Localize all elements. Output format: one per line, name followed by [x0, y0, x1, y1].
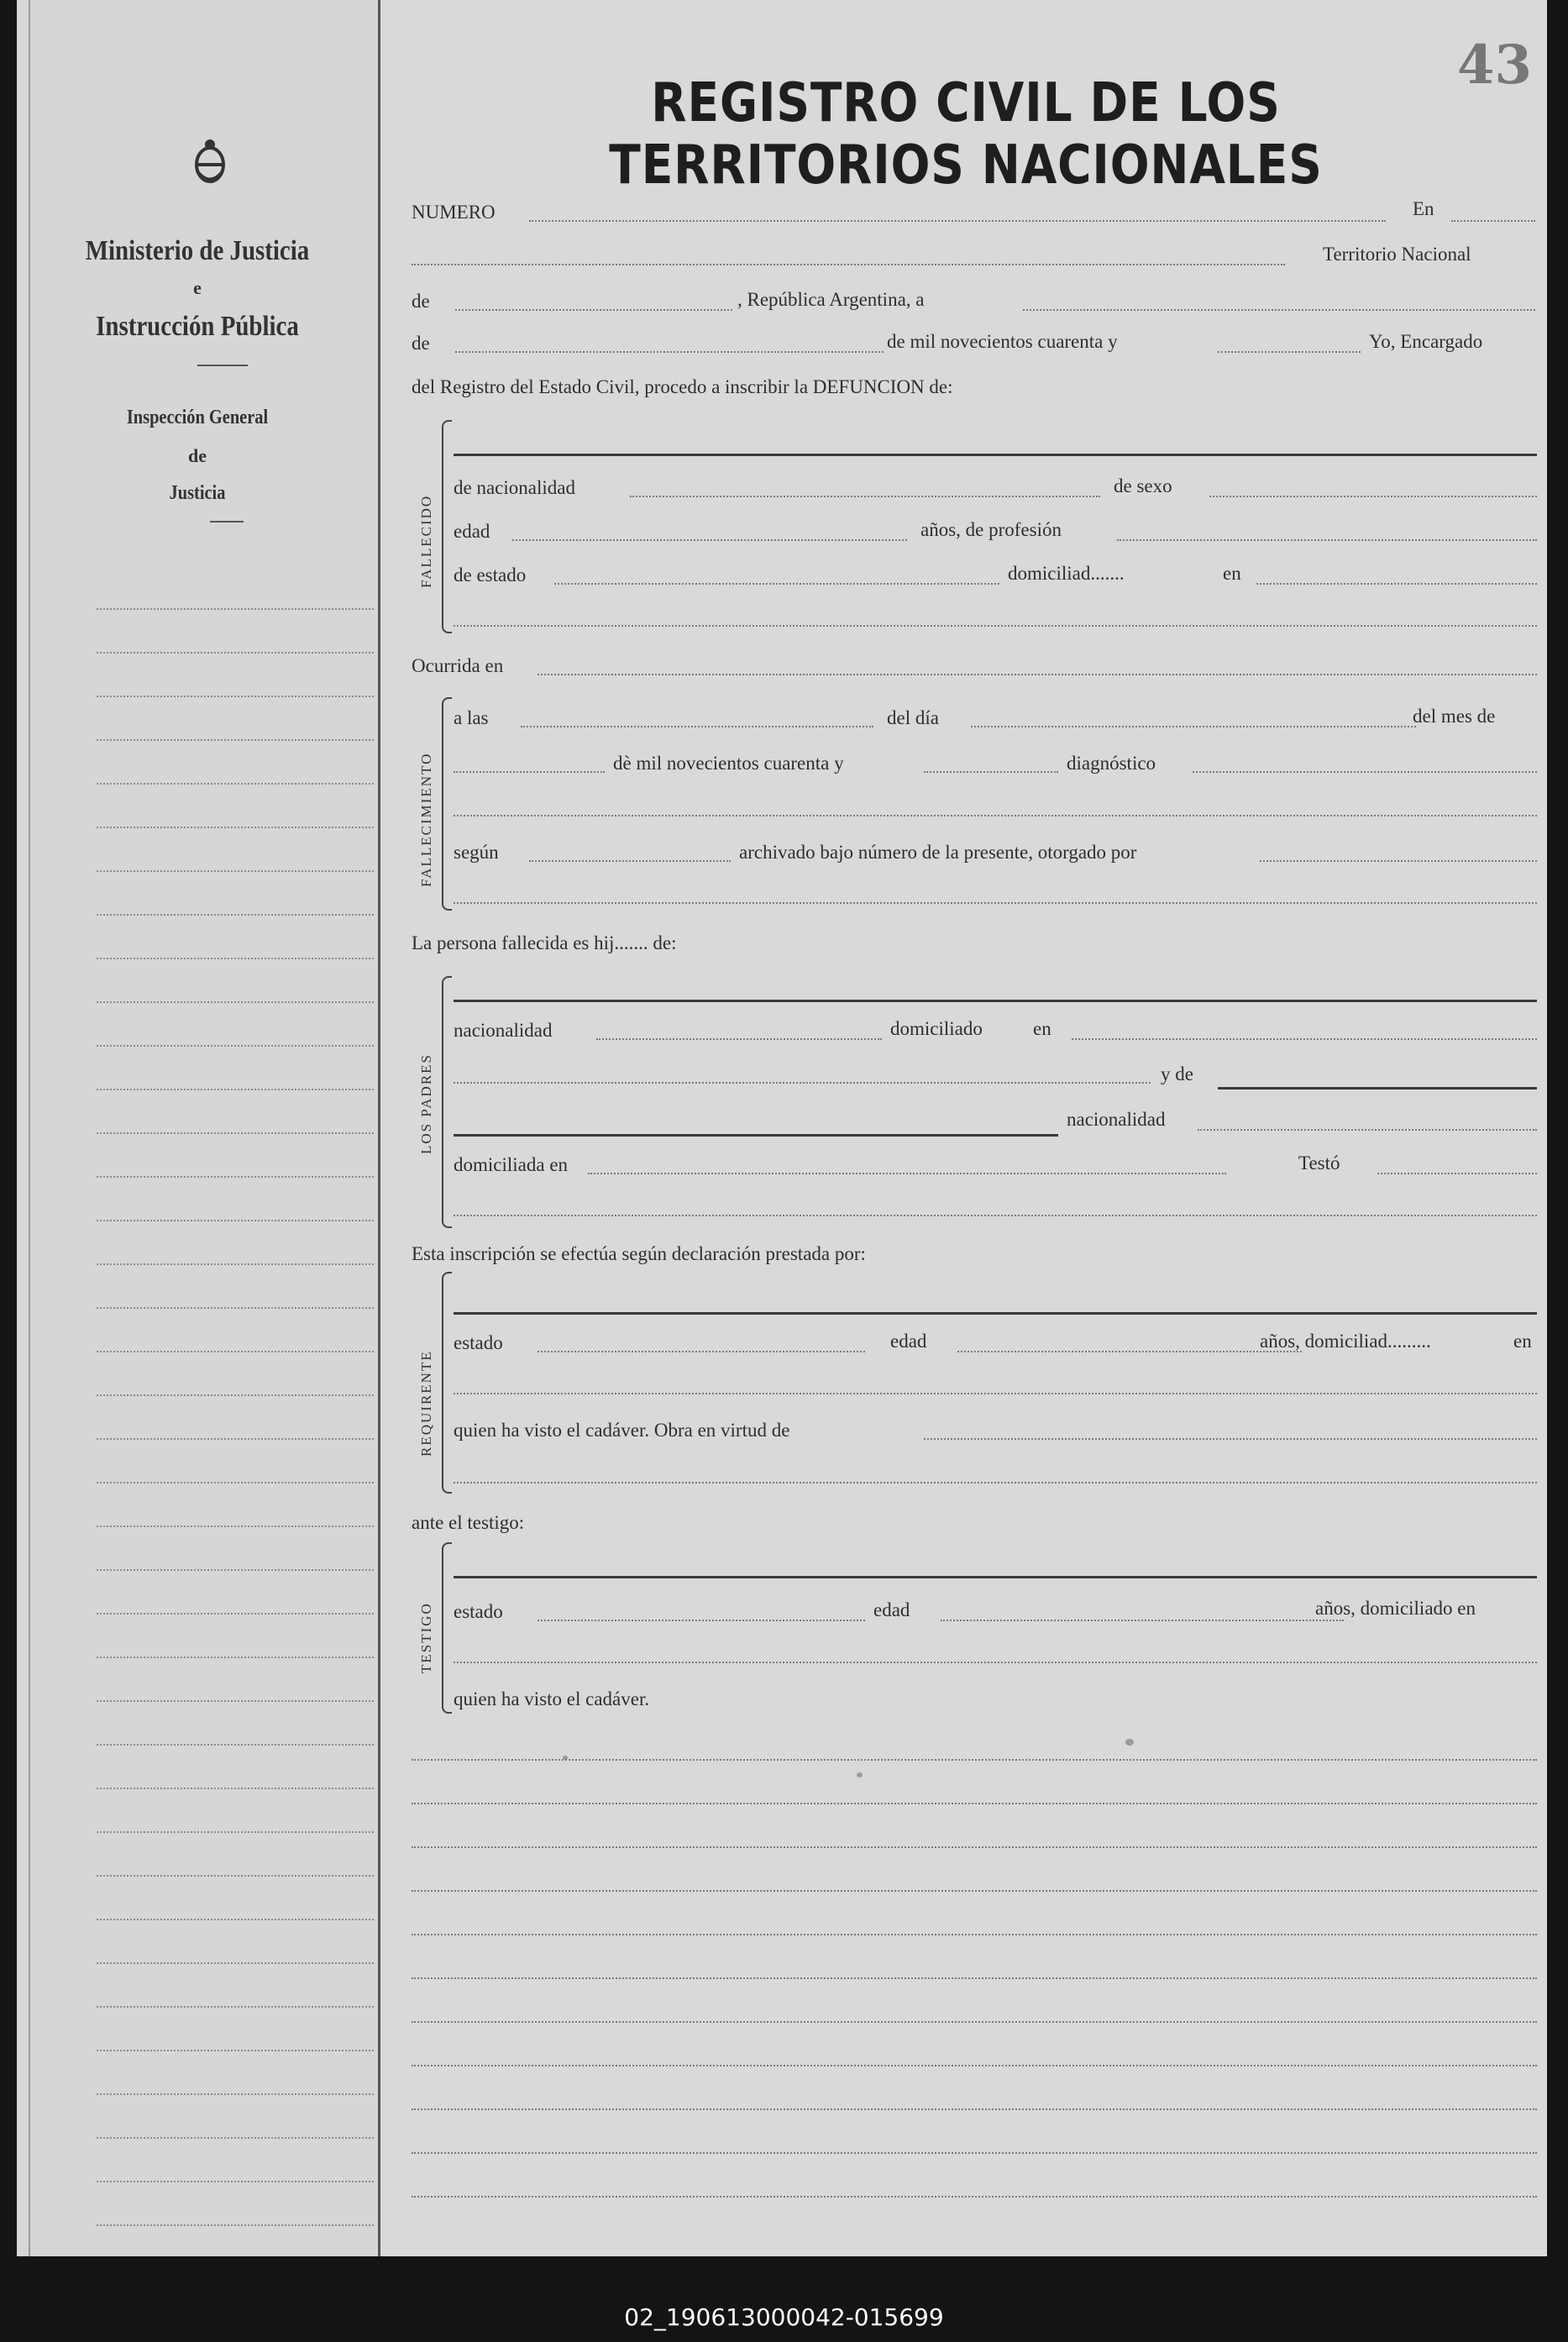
notes-ruled-line[interactable]: [412, 2196, 1537, 2198]
numero-label: NUMERO: [412, 202, 496, 223]
ministry-line-1: Ministerio de Justicia: [85, 235, 310, 266]
stub-ruled-line: [97, 1788, 374, 1789]
stub-ruled-line: [97, 1744, 374, 1746]
testigo-domiciliado-label: años, domiciliado en: [1315, 1598, 1476, 1619]
del-mes-label: del mes de: [1413, 706, 1496, 727]
stub-ruled-line: [97, 739, 374, 741]
testigo-visto-label: quien ha visto el cadáver.: [454, 1688, 650, 1709]
fallecido-nacionalidad-field[interactable]: [630, 496, 1100, 497]
stub-ruled-line: [97, 1613, 374, 1615]
requirente-en-label: en: [1513, 1331, 1532, 1352]
madre-domiciliada-label: domiciliada en: [454, 1154, 569, 1175]
notes-ruled-line[interactable]: [412, 2021, 1537, 2023]
requirente-estado-field[interactable]: [538, 1351, 865, 1352]
ocurrida-field[interactable]: [538, 674, 1537, 675]
fallecido-domiciliad-label: domiciliad.......: [1008, 563, 1125, 584]
stub-ruled-line: [97, 1394, 374, 1396]
stub-ruled-line: [97, 696, 374, 697]
registro-label: del Registro del Estado Civil, procedo a inscribir la DEFUNCION de:: [412, 376, 953, 397]
register-page: [17, 0, 1547, 2256]
padres-section-label: LOS PADRES: [418, 1053, 434, 1154]
de-label-1: de: [412, 291, 430, 312]
stub-ruled-line: [97, 1307, 374, 1309]
requirente-name-field[interactable]: [454, 1312, 1537, 1315]
stub-ruled-line: [97, 2006, 374, 2008]
ante-testigo-label: ante el testigo:: [412, 1512, 525, 1533]
fallecido-en-label: en: [1223, 563, 1241, 584]
stub-ruled-line: [97, 1089, 374, 1090]
territory-field[interactable]: [455, 309, 732, 311]
padres-bracket: [442, 976, 452, 1228]
en-label: En: [1413, 198, 1434, 219]
de-mil-label-2: dè mil novecientos cuarenta y: [613, 753, 844, 774]
requirente-bracket: [442, 1272, 452, 1494]
requirente-domiciliad-label: años, domiciliad.........: [1260, 1331, 1431, 1352]
fallecido-sexo-field[interactable]: [1209, 496, 1537, 497]
padre-nacionalidad-label: nacionalidad: [454, 1020, 553, 1041]
stub-ruled-line: [97, 2181, 374, 2182]
de-mil-label: de mil novecientos cuarenta y: [887, 331, 1118, 352]
day-field[interactable]: [1023, 309, 1535, 311]
stub-ruled-line: [97, 1569, 374, 1571]
stub-ruled-line: [97, 1438, 374, 1440]
stub-ruled-line: [97, 1045, 374, 1047]
a-las-label: a las: [454, 707, 489, 728]
stub-ruled-line: [97, 1220, 374, 1221]
yo-label: Yo, Encargado: [1369, 331, 1483, 352]
stub-ruled-line: [97, 914, 374, 916]
requirente-domicile-field[interactable]: [454, 1393, 1537, 1394]
fallecido-section-label: FALLECIDO: [418, 494, 434, 588]
padre-en-label: en: [1033, 1018, 1051, 1039]
fallecido-edad-label: edad: [454, 521, 490, 542]
fallecido-edad-field[interactable]: [512, 539, 907, 541]
inscripcion-label: Esta inscripción se efectúa según declaración prestada por:: [412, 1243, 866, 1264]
republica-label: , República Argentina, a: [737, 289, 925, 310]
anio-field[interactable]: [924, 771, 1058, 773]
fallecimiento-extra-field[interactable]: [454, 902, 1537, 904]
stub-ruled-line: [97, 608, 374, 610]
fallecido-extra-field[interactable]: [454, 625, 1537, 627]
ink-speck: [563, 1756, 568, 1760]
stub-ruled-line: [97, 827, 374, 828]
padre-domicile-cont-field[interactable]: [454, 1082, 1151, 1084]
stub-ruled-line: [97, 1001, 374, 1003]
numero-field[interactable]: [529, 220, 1386, 222]
requirente-estado-label: estado: [454, 1332, 503, 1353]
requirente-section-label: REQUIRENTE: [418, 1350, 434, 1457]
notes-ruled-line[interactable]: [412, 1803, 1537, 1804]
notes-ruled-line[interactable]: [412, 1890, 1537, 1892]
notes-ruled-line[interactable]: [412, 1846, 1537, 1848]
notes-ruled-line[interactable]: [412, 1934, 1537, 1935]
testigo-edad-field[interactable]: [941, 1620, 1344, 1621]
madre-nacionalidad-field[interactable]: [1198, 1129, 1537, 1131]
del-dia-label: del día: [887, 707, 939, 728]
en-field[interactable]: [1451, 220, 1535, 222]
testigo-estado-label: estado: [454, 1601, 503, 1622]
requirente-visto-label: quien ha visto el cadáver. Obra en virtud de: [454, 1420, 790, 1441]
notes-ruled-line[interactable]: [412, 2152, 1537, 2154]
padre-domicile-field[interactable]: [1072, 1038, 1537, 1040]
testigo-domicile-field[interactable]: [454, 1662, 1537, 1663]
ministry-line-3: Instrucción Pública: [96, 311, 299, 342]
requirente-edad-field[interactable]: [957, 1351, 1302, 1352]
page-title: REGISTRO CIVIL DE LOS TERRITORIOS NACIONALES: [609, 72, 1323, 197]
otorgado-field[interactable]: [1260, 860, 1537, 862]
madre-name-cont-field[interactable]: [454, 1134, 1058, 1137]
fallecimiento-section-label: FALLECIMIENTO: [418, 752, 434, 887]
stub-ruled-line: [97, 1919, 374, 1920]
testo-label: Testó: [1298, 1153, 1340, 1174]
stub-divider: [197, 365, 248, 366]
inspection-line-1: Inspección General: [126, 407, 269, 428]
fallecido-profesion-label: años, de profesión: [920, 519, 1062, 540]
stub-ruled-line: [97, 652, 374, 654]
requirente-extra-field[interactable]: [454, 1482, 1537, 1483]
de-label-2: de: [412, 333, 430, 354]
padre-nacionalidad-field[interactable]: [596, 1038, 882, 1040]
stub-ruled-line: [97, 1132, 374, 1134]
fallecido-estado-label: de estado: [454, 564, 527, 586]
fallecido-domicile-field[interactable]: [1256, 583, 1537, 585]
diagnostico-label: diagnóstico: [1067, 753, 1156, 774]
stub-divider-2: [210, 521, 244, 522]
hijo-label: La persona fallecida es hij....... de:: [412, 932, 677, 953]
fallecido-nacionalidad-label: de nacionalidad: [454, 477, 575, 498]
scan-identifier: 02_190613000042-015699: [624, 2303, 944, 2331]
fallecido-estado-field[interactable]: [554, 583, 999, 585]
stub-ruled-line: [97, 958, 374, 959]
testo-field[interactable]: [1377, 1173, 1537, 1174]
madre-domicile-field[interactable]: [588, 1173, 1226, 1174]
stub-ruled-line: [97, 1962, 374, 1964]
madre-nacionalidad-label: nacionalidad: [1067, 1109, 1166, 1130]
locality-field[interactable]: [412, 264, 1285, 265]
stub-ruled-line: [97, 1875, 374, 1877]
counterfoil-stub: [17, 0, 380, 2256]
stub-ruled-line: [97, 1525, 374, 1527]
notes-ruled-line[interactable]: [412, 2065, 1537, 2066]
diagnostico-field[interactable]: [1193, 771, 1537, 773]
testigo-name-field[interactable]: [454, 1576, 1537, 1578]
ink-speck: [857, 1772, 863, 1778]
inspection-line-2: de: [188, 445, 207, 466]
stub-ruled-line: [97, 2224, 374, 2226]
madre-name-field[interactable]: [1218, 1087, 1537, 1090]
testigo-estado-field[interactable]: [538, 1620, 865, 1621]
y-de-label: y de: [1161, 1063, 1193, 1084]
fallecimiento-bracket: [442, 697, 452, 911]
notes-ruled-line[interactable]: [412, 1759, 1537, 1761]
year-field[interactable]: [1218, 351, 1361, 353]
stub-ruled-line: [97, 870, 374, 872]
fallecido-profesion-field[interactable]: [1117, 539, 1537, 541]
folio-number: 43: [1456, 34, 1532, 97]
hora-field[interactable]: [521, 726, 873, 727]
segun-label: según: [454, 842, 499, 863]
stub-ruled-line: [97, 1657, 374, 1658]
stub-ruled-line: [97, 1831, 374, 1833]
territorio-label: Territorio Nacional: [1323, 244, 1471, 265]
stub-ruled-line: [97, 1263, 374, 1265]
page-fold: [29, 0, 30, 2256]
stub-ruled-line: [97, 1176, 374, 1178]
segun-field[interactable]: [529, 860, 731, 862]
diagnostico-cont-field[interactable]: [454, 815, 1537, 817]
testigo-edad-label: edad: [873, 1599, 910, 1620]
fallecido-sexo-label: de sexo: [1114, 475, 1172, 496]
stub-ruled-line: [97, 1351, 374, 1352]
padres-extra-field[interactable]: [454, 1215, 1537, 1216]
stub-ruled-line: [97, 1482, 374, 1483]
requirente-edad-label: edad: [890, 1331, 927, 1352]
requirente-obra-field[interactable]: [924, 1438, 1537, 1440]
stub-ruled-line: [97, 2050, 374, 2051]
dia-field[interactable]: [971, 726, 1416, 727]
fallecido-name-field[interactable]: [454, 454, 1537, 456]
testigo-bracket: [442, 1542, 452, 1714]
fallecido-bracket: [442, 420, 452, 633]
padre-domiciliado-label: domiciliado: [890, 1018, 983, 1039]
mes-field[interactable]: [454, 771, 605, 773]
notes-ruled-line[interactable]: [412, 1977, 1537, 1979]
ink-speck: [1125, 1739, 1134, 1746]
stub-ruled-line: [97, 783, 374, 785]
month-field[interactable]: [455, 351, 884, 353]
ministry-line-2: e: [193, 277, 202, 298]
inspection-line-3: Justicia: [169, 482, 226, 504]
stub-ruled-line: [97, 2093, 374, 2095]
coat-of-arms-icon: [191, 136, 228, 186]
archivado-label: archivado bajo número de la presente, otorgado por: [739, 842, 1137, 863]
stub-ruled-line: [97, 1700, 374, 1702]
notes-ruled-line[interactable]: [412, 2108, 1537, 2110]
death-record-form: [386, 0, 1547, 2256]
padre-name-field[interactable]: [454, 1000, 1537, 1002]
ocurrida-label: Ocurrida en: [412, 655, 504, 676]
testigo-section-label: TESTIGO: [418, 1602, 434, 1673]
stub-ruled-line: [97, 2137, 374, 2139]
